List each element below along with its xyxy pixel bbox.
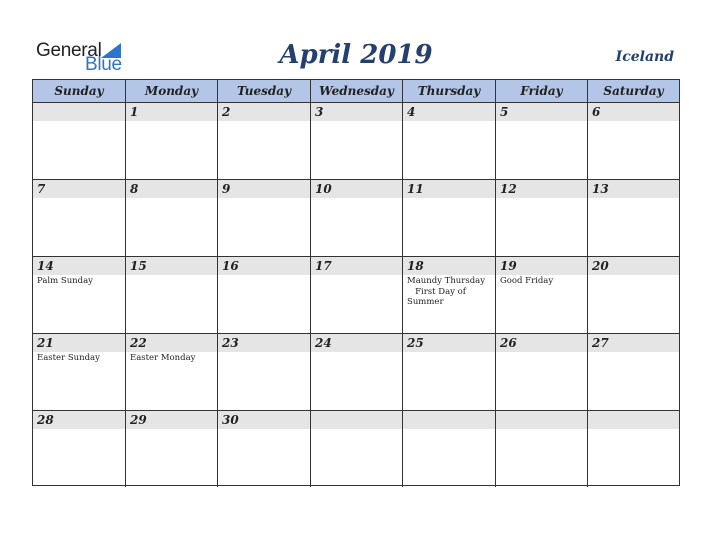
date-band [588, 103, 679, 121]
day-cell [403, 411, 496, 487]
day-cell [126, 257, 218, 334]
holiday-text: Good Friday [500, 276, 554, 286]
day-number: 9 [222, 182, 231, 196]
day-cell [588, 257, 679, 334]
weekday-sunday: Sunday [33, 80, 126, 102]
day-cell [588, 334, 679, 411]
day-cell [496, 103, 588, 180]
logo-text-blue: Blue [85, 54, 122, 75]
date-band [218, 180, 310, 198]
date-band [496, 103, 587, 121]
day-number: 1 [130, 105, 139, 119]
day-cell [496, 180, 588, 257]
calendar-title: April 2019 [279, 40, 433, 70]
day-number: 25 [407, 336, 424, 350]
day-cell [311, 180, 403, 257]
date-band [126, 103, 217, 121]
holiday-text: Easter Monday [130, 353, 196, 363]
day-cell [311, 411, 403, 487]
day-cell [588, 411, 679, 487]
day-number: 23 [222, 336, 239, 350]
logo-text-general: General [36, 40, 102, 61]
day-cell [126, 411, 218, 487]
day-cell [496, 411, 588, 487]
weekday-header-row [33, 80, 679, 103]
weekday-tuesday: Tuesday [218, 80, 311, 102]
day-cell [311, 103, 403, 180]
date-band [403, 103, 495, 121]
day-number: 27 [592, 336, 609, 350]
weekday-thursday: Thursday [403, 80, 496, 102]
day-number: 10 [315, 182, 332, 196]
day-number: 12 [500, 182, 517, 196]
day-cell [33, 334, 126, 411]
day-cell [496, 257, 588, 334]
day-cell [33, 103, 126, 180]
day-number: 8 [130, 182, 139, 196]
day-number: 4 [407, 105, 416, 119]
date-band [311, 411, 402, 429]
day-number: 11 [407, 182, 424, 196]
day-cell [126, 180, 218, 257]
day-cell [403, 257, 496, 334]
day-number: 19 [500, 259, 517, 273]
day-number: 18 [407, 259, 424, 273]
day-number: 15 [130, 259, 147, 273]
day-number: 21 [37, 336, 54, 350]
day-number: 29 [130, 413, 147, 427]
day-number: 13 [592, 182, 609, 196]
day-cell [588, 180, 679, 257]
date-band [33, 180, 125, 198]
day-cell [218, 257, 311, 334]
day-number: 6 [592, 105, 601, 119]
day-number: 30 [222, 413, 239, 427]
day-cell [33, 257, 126, 334]
day-cell [33, 180, 126, 257]
date-band [218, 103, 310, 121]
day-cell [218, 103, 311, 180]
day-cell [588, 103, 679, 180]
day-number: 5 [500, 105, 509, 119]
date-band [33, 103, 125, 121]
holiday-text: Maundy Thursday First Day of Summer [407, 276, 486, 307]
day-cell [311, 334, 403, 411]
day-cell [311, 257, 403, 334]
day-number: 22 [130, 336, 147, 350]
weekday-friday: Friday [496, 80, 588, 102]
day-number: 28 [37, 413, 54, 427]
country-label: Iceland [615, 49, 674, 65]
day-cell [403, 103, 496, 180]
day-number: 24 [315, 336, 332, 350]
day-number: 17 [315, 259, 332, 273]
calendar-grid [32, 79, 680, 486]
day-number: 16 [222, 259, 239, 273]
date-band [403, 411, 495, 429]
day-number: 26 [500, 336, 517, 350]
weekday-saturday: Saturday [603, 84, 664, 98]
weekday-monday: Monday [126, 80, 218, 102]
date-band [311, 103, 402, 121]
day-cell [126, 334, 218, 411]
day-number: 14 [37, 259, 54, 273]
holiday-text: Palm Sunday [37, 276, 93, 286]
date-band [496, 411, 587, 429]
date-band [588, 411, 679, 429]
holiday-text: Easter Sunday [37, 353, 100, 363]
day-cell [126, 103, 218, 180]
weekday-wednesday: Wednesday [311, 80, 403, 102]
day-cell [218, 334, 311, 411]
day-cell [33, 411, 126, 487]
day-cell [403, 180, 496, 257]
day-number: 7 [37, 182, 46, 196]
day-number: 3 [315, 105, 324, 119]
day-cell [218, 411, 311, 487]
date-band [126, 180, 217, 198]
day-cell [218, 180, 311, 257]
day-number: 2 [222, 105, 231, 119]
day-cell [496, 334, 588, 411]
day-cell [403, 334, 496, 411]
day-number: 20 [592, 259, 609, 273]
